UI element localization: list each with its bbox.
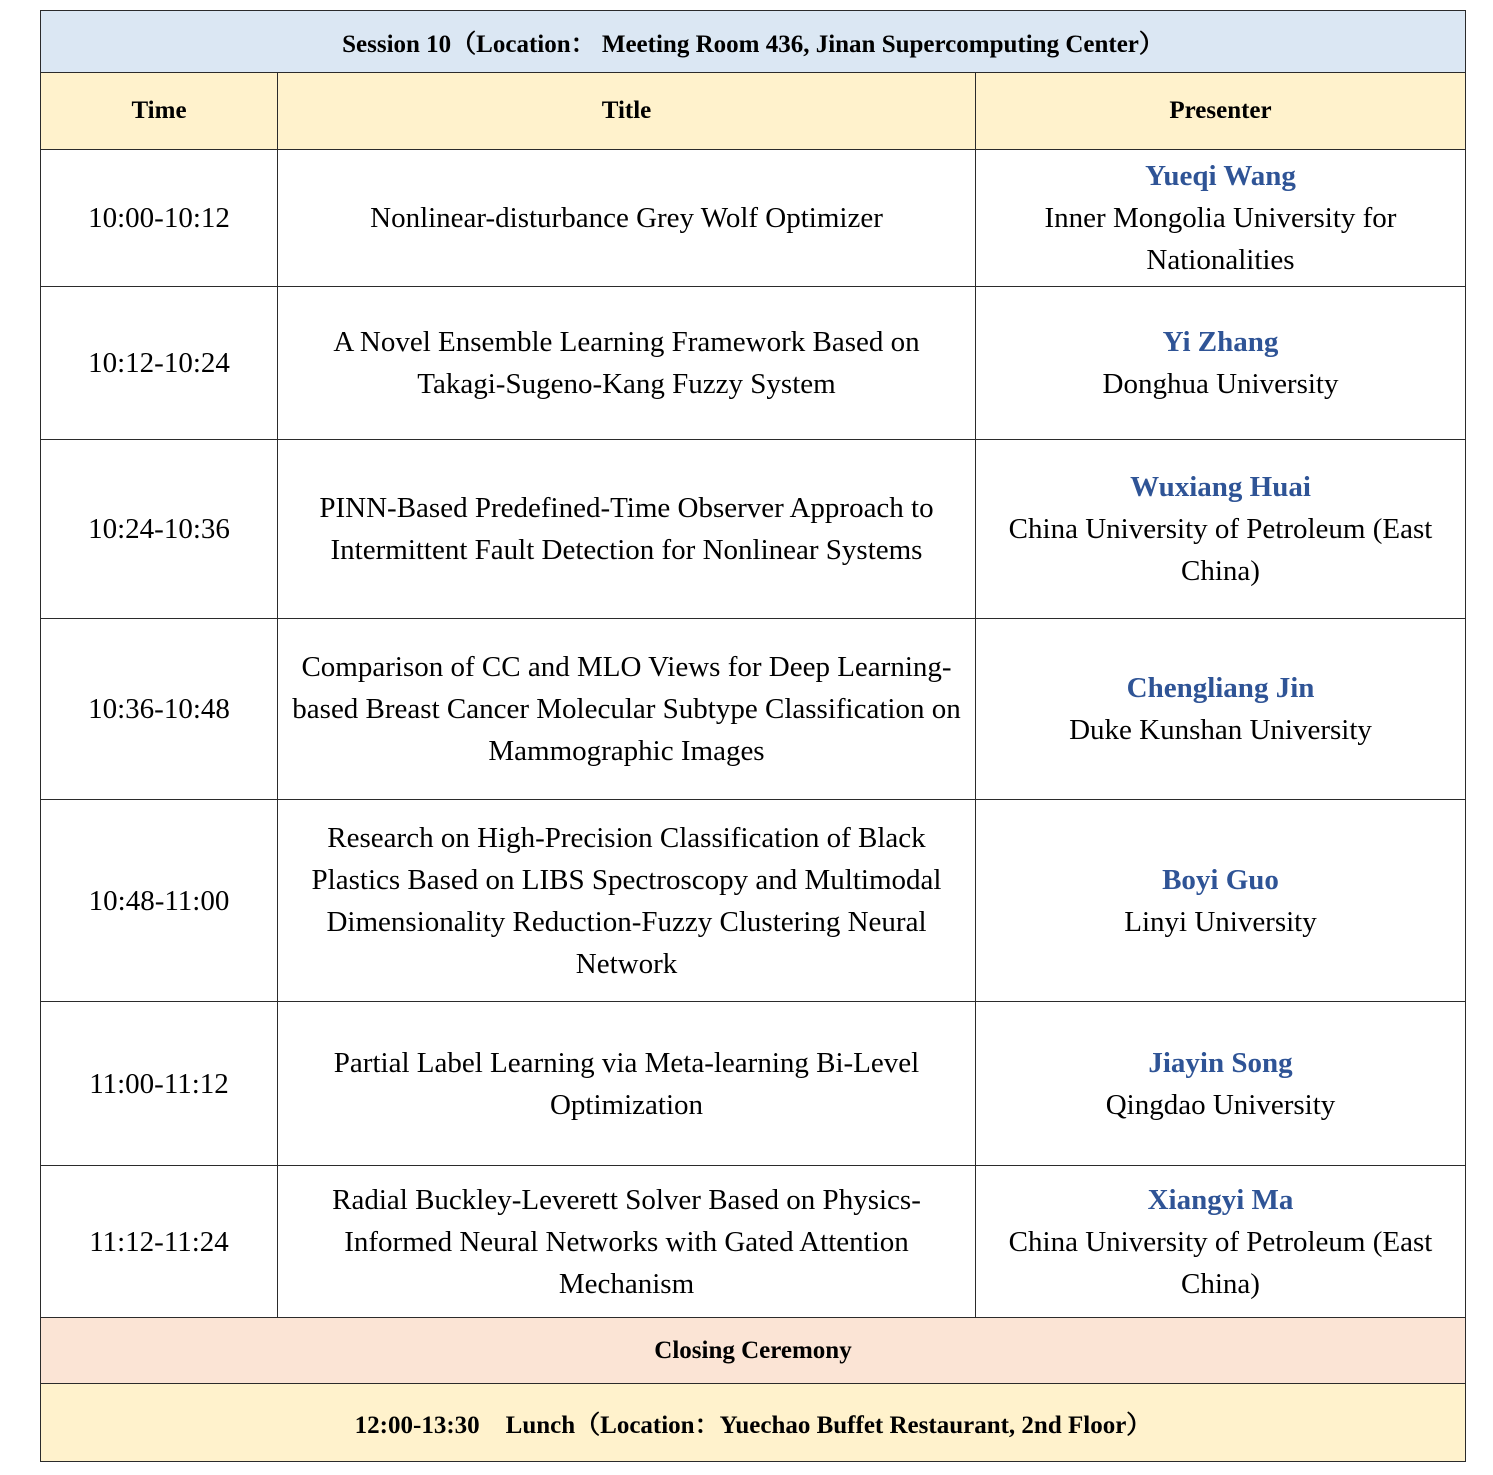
title-cell: A Novel Ensemble Learning Framework Based on Takagi-Sugeno-Kang Fuzzy System — [278, 287, 976, 440]
presenter-name: Yueqi Wang — [1145, 160, 1296, 192]
presenter-affiliation: Qingdao University — [1105, 1088, 1336, 1121]
closing-ceremony-label: Closing Ceremony — [41, 1318, 1466, 1384]
time-cell: 11:12-11:24 — [41, 1166, 278, 1318]
presenter-name: Chengliang Jin — [1126, 672, 1315, 704]
presenter-cell — [976, 1002, 1466, 1166]
time-cell: 11:00-11:12 — [41, 1002, 278, 1166]
presenter-name: Xiangyi Ma — [1147, 1183, 1294, 1216]
title-cell: Nonlinear-disturbance Grey Wolf Optimizer — [278, 150, 976, 287]
presenter-cell — [976, 1166, 1466, 1318]
lunch-time: 12:00-13:30 — [354, 1411, 480, 1439]
presenter-column-header: Presenter — [976, 73, 1466, 150]
schedule-table — [40, 10, 1466, 1462]
lunch-text: Lunch（Location：Yuechao Buffet Restaurant, 2nd Floor） — [505, 1411, 1152, 1439]
table-row — [41, 800, 1466, 1002]
session-header-row — [41, 11, 1466, 73]
table-row — [41, 1002, 1466, 1166]
presenter-name: Boyi Guo — [1162, 863, 1279, 896]
presenter-cell — [976, 800, 1466, 1002]
presenter-affiliation: Duke Kunshan University — [1069, 714, 1372, 746]
lunch-row — [41, 1384, 1466, 1462]
time-cell: 10:48-11:00 — [41, 800, 278, 1002]
table-row — [41, 440, 1466, 619]
presenter-cell — [976, 440, 1466, 619]
title-cell: PINN-Based Predefined-Time Observer Approach to Intermittent Fault Detection for Nonlinear Systems — [278, 440, 976, 619]
presenter-affiliation: Donghua University — [1102, 368, 1339, 400]
table-row — [41, 1166, 1466, 1318]
time-cell: 10:12-10:24 — [41, 287, 278, 440]
time-cell: 10:00-10:12 — [41, 150, 278, 287]
presenter-name: Wuxiang Huai — [1130, 471, 1311, 503]
column-header-row — [41, 73, 1466, 150]
presenter-name: Yi Zhang — [1162, 326, 1279, 358]
presenter-name: Jiayin Song — [1148, 1046, 1293, 1079]
time-column-header: Time — [41, 73, 278, 150]
time-cell: 10:24-10:36 — [41, 440, 278, 619]
presenter-cell — [976, 619, 1466, 800]
presenter-cell — [976, 287, 1466, 440]
session-title: Session 10（Location： Meeting Room 436, Jinan Supercomputing Center） — [41, 11, 1466, 73]
table-row — [41, 619, 1466, 800]
closing-ceremony-row — [41, 1318, 1466, 1384]
presenter-affiliation: China University of Petroleum (East China) — [1008, 513, 1433, 587]
title-cell: Partial Label Learning via Meta-learning Bi-Level Optimization — [278, 1002, 976, 1166]
title-cell: Comparison of CC and MLO Views for Deep Learning-based Breast Cancer Molecular Subtype Classification on Mammographic Images — [278, 619, 976, 800]
title-column-header: Title — [278, 73, 976, 150]
title-cell: Radial Buckley-Leverett Solver Based on Physics-Informed Neural Networks with Gated Attention Mechanism — [278, 1166, 976, 1318]
presenter-affiliation: Inner Mongolia University for Nationalities — [1044, 202, 1397, 276]
time-cell: 10:36-10:48 — [41, 619, 278, 800]
presenter-affiliation: China University of Petroleum (East China) — [1008, 1225, 1433, 1300]
table-row — [41, 150, 1466, 287]
table-row — [41, 287, 1466, 440]
presenter-affiliation: Linyi University — [1124, 905, 1317, 938]
presenter-cell — [976, 150, 1466, 287]
lunch-cell — [41, 1384, 1466, 1462]
title-cell: Research on High-Precision Classification of Black Plastics Based on LIBS Spectroscopy and Multimodal Dimensionality Reduction-Fuzzy Clustering Neural Network — [278, 800, 976, 1002]
